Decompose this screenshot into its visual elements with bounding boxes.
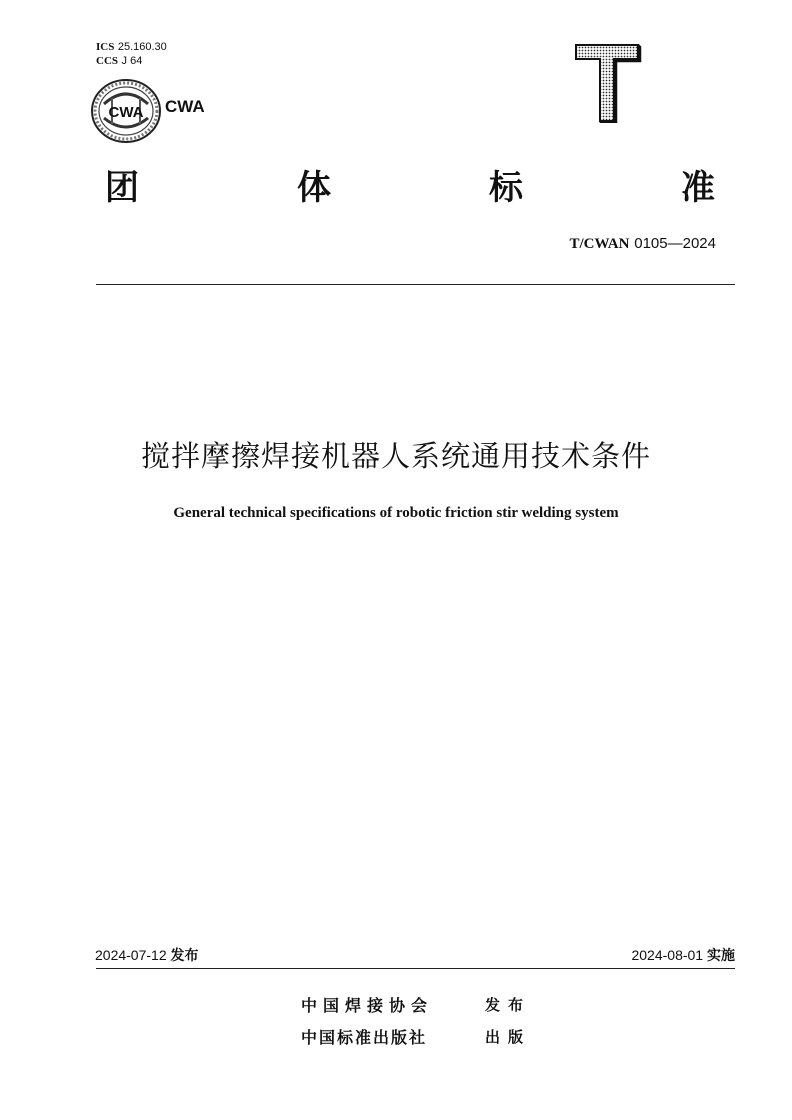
logo-text: CWA (165, 97, 205, 116)
bottom-divider (96, 968, 735, 969)
category-char-2: 体 (297, 168, 331, 208)
type-mark-icon (572, 43, 642, 123)
publisher-name-2: 中国标准出版社 (301, 1028, 428, 1047)
publisher-name-1: 中国焊接协会 (301, 996, 434, 1015)
title-english: General technical specifications of robotic friction stir welding system (173, 505, 619, 521)
standard-number (450, 234, 716, 253)
publisher-role-2: 出版 (485, 1028, 532, 1046)
top-divider (96, 284, 735, 285)
title-chinese: 搅拌摩擦焊接机器人系统通用技术条件 (140, 439, 651, 473)
publisher-role-1: 发布 (485, 996, 532, 1014)
cwa-logo (90, 78, 162, 144)
ccs-line (96, 54, 167, 68)
ics-line (96, 40, 167, 54)
ics-value: 25.160.30 (117, 41, 167, 53)
implement-date-line (560, 945, 735, 965)
emblem-text: CWA (108, 104, 144, 121)
standard-prefix: T/CWAN (569, 236, 630, 252)
issue-date: 2024-07-12 (95, 947, 167, 963)
issue-date-line (95, 945, 199, 965)
implement-label: 实施 (707, 948, 735, 964)
category-char-4: 准 (681, 168, 715, 208)
ccs-value: J 64 (121, 55, 143, 67)
standard-num: 0105—2024 (634, 235, 716, 252)
category-char-3: 标 (489, 168, 523, 208)
implement-date: 2024-08-01 (631, 947, 704, 963)
ics-label: ICS (96, 41, 115, 53)
classification-codes (96, 40, 167, 68)
cwa-emblem-icon (90, 78, 162, 144)
standard-type-mark (572, 43, 642, 123)
issue-label: 发布 (170, 948, 199, 964)
ccs-label: CCS (96, 55, 119, 67)
category-char-1: 团 (105, 168, 139, 208)
